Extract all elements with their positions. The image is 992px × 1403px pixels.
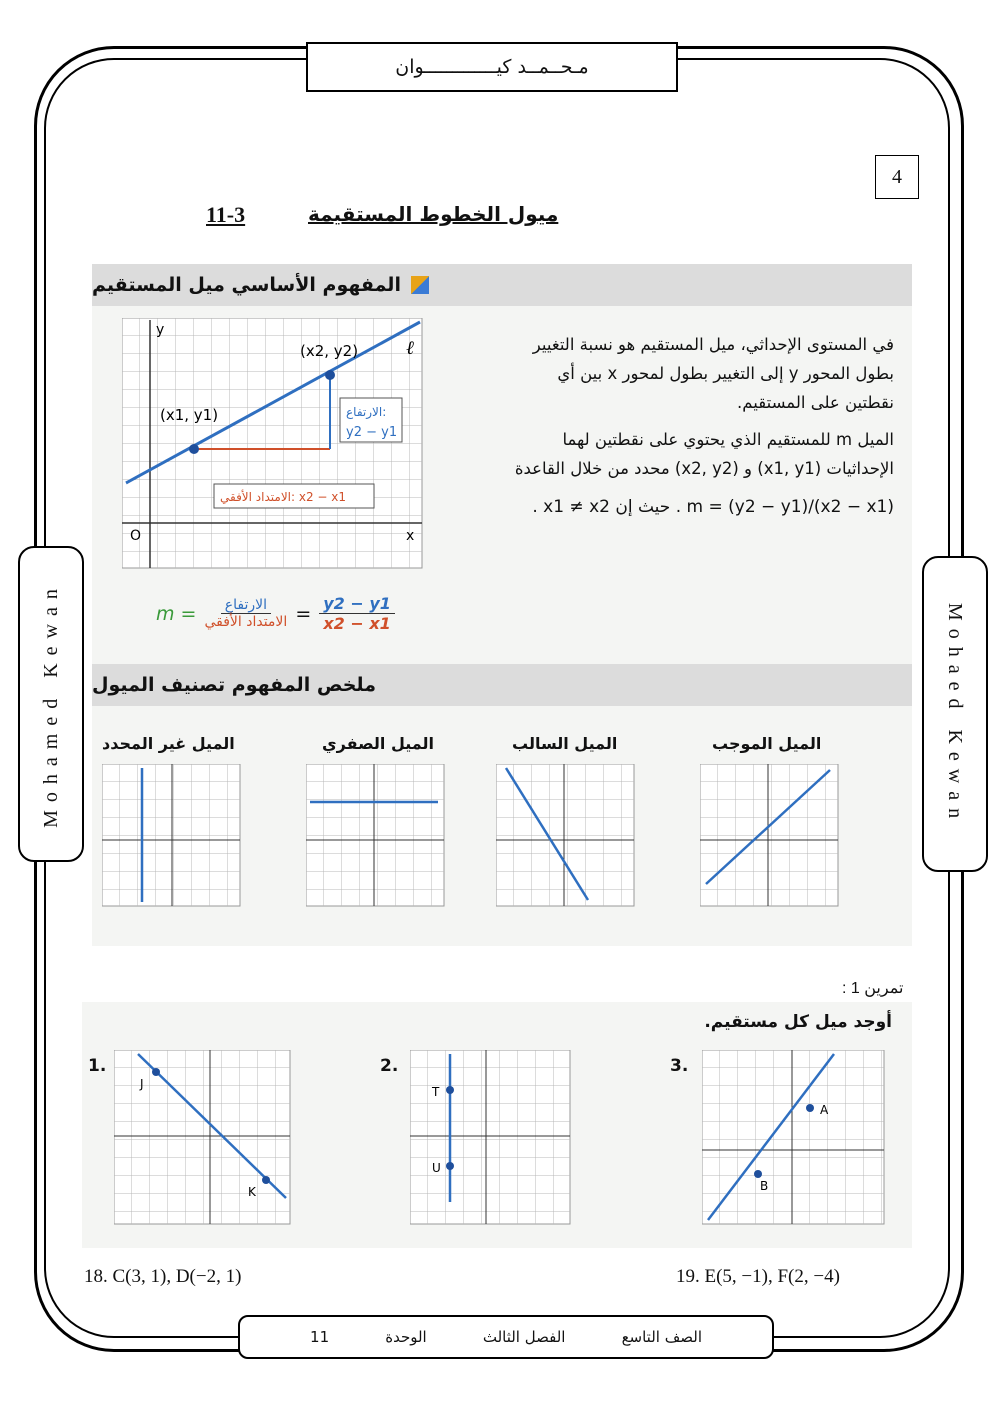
problem-3-graph bbox=[702, 1050, 886, 1226]
definition-para-1: في المستوى الإحداثي، ميل المستقيم هو نسبة التغيير بطول المحور y إلى التغيير بطول لمحور x بين أي نقطتين على المستقيم. bbox=[532, 335, 894, 412]
negative-slope-graph bbox=[496, 764, 636, 908]
point-1 bbox=[189, 444, 199, 454]
point-k-label: K bbox=[248, 1185, 256, 1199]
point-2 bbox=[325, 370, 335, 380]
ratio-m: m = bbox=[156, 602, 197, 625]
problem-1-graph bbox=[114, 1050, 292, 1226]
graph-grid bbox=[122, 318, 422, 568]
left-side-text: Mohamed Kewan bbox=[39, 580, 62, 828]
question-18: 18. C(3, 1), D(−2, 1) bbox=[84, 1266, 242, 1287]
run-label: الامتداد الأفقي: x2 − x1 bbox=[220, 490, 347, 504]
ratio-num: الارتفاع bbox=[221, 597, 271, 614]
ratio-num-2: y2 − y1 bbox=[319, 594, 395, 614]
x-axis-label: x bbox=[406, 528, 415, 544]
definition-text bbox=[512, 330, 894, 522]
point-j-label: J bbox=[140, 1077, 144, 1091]
exercise-panel bbox=[82, 1002, 912, 1248]
definition-para-2: الميل m للمستقيم الذي يحتوي على نقطتين لهما الإحداثيات (x1, y1) و (x2, y2) محدد من خلال القاعدة bbox=[514, 430, 894, 478]
question-19: 19. E(5, −1), F(2, −4) bbox=[676, 1266, 840, 1287]
line-label: ℓ bbox=[406, 337, 414, 359]
point-a-label: A bbox=[820, 1103, 829, 1117]
origin-label: O bbox=[130, 528, 142, 544]
concept-panel bbox=[92, 264, 912, 946]
rise-label: الارتفاع: bbox=[346, 405, 387, 419]
problem-2-graph bbox=[410, 1050, 572, 1226]
right-side-label bbox=[922, 556, 988, 872]
point-2-label: (x2, y2) bbox=[300, 342, 359, 360]
ratio-fraction-1 bbox=[204, 597, 287, 630]
rise-expr: y2 − y1 bbox=[346, 425, 398, 440]
lesson-title: ميول الخطوط المستقيمة bbox=[308, 202, 559, 226]
concept-bar bbox=[92, 264, 912, 306]
footer-chapter: الفصل الثالث bbox=[482, 1328, 566, 1346]
ratio-den: الامتداد الأفقي bbox=[204, 614, 288, 630]
exercise-heading: تمرين 1 : bbox=[842, 980, 904, 997]
problem-2-number: 2. bbox=[380, 1056, 399, 1076]
concept-bar-title: المفهوم الأساسي ميل المستقيم bbox=[92, 274, 401, 296]
zero-slope-graph bbox=[306, 764, 446, 908]
negative-slope-title: الميل السالب bbox=[512, 734, 618, 753]
concept-icon bbox=[411, 276, 429, 294]
footer-unit-label: الوحدة bbox=[385, 1328, 427, 1346]
slope-graph bbox=[122, 318, 432, 574]
lesson-number: 11-3 bbox=[206, 202, 246, 227]
point-1-label: (x1, y1) bbox=[160, 406, 219, 424]
problem-3-number: 3. bbox=[670, 1056, 689, 1076]
footer-grade: الصف التاسع bbox=[621, 1328, 702, 1346]
page-number: 4 bbox=[875, 155, 919, 199]
ratio-formula bbox=[156, 594, 395, 633]
undefined-slope-title: الميل غير المحدد bbox=[102, 734, 235, 753]
positive-slope-title: الميل الموجب bbox=[712, 734, 822, 753]
ratio-equals: = bbox=[295, 602, 312, 625]
right-side-text: Mohaed Kewan bbox=[944, 602, 967, 826]
point-t-label: T bbox=[432, 1085, 440, 1099]
slope-formula: m = (y2 − y1)/(x2 − x1) . حيث إن x1 ≠ x2 . bbox=[532, 497, 894, 517]
zero-slope-title: الميل الصفري bbox=[322, 734, 434, 753]
summary-bar-title: ملخص المفهوم تصنيف الميول bbox=[92, 674, 376, 696]
point-u-label: U bbox=[432, 1161, 441, 1175]
point-b-label: B bbox=[760, 1179, 769, 1193]
footer-bar bbox=[238, 1315, 774, 1359]
positive-slope-graph bbox=[700, 764, 840, 908]
author-name: مـحــمــد كيـــــــــــــوان bbox=[395, 56, 589, 78]
undefined-slope-graph bbox=[102, 764, 242, 908]
problem-1-number: 1. bbox=[88, 1056, 107, 1076]
footer-unit-number: 11 bbox=[310, 1328, 330, 1346]
exercise-instruction: أوجد ميل كل مستقيم. bbox=[704, 1012, 892, 1032]
left-side-label bbox=[18, 546, 84, 862]
y-axis-label: y bbox=[156, 322, 165, 338]
ratio-den-2: x2 − x1 bbox=[323, 614, 391, 633]
ratio-fraction-2 bbox=[319, 594, 395, 633]
author-banner bbox=[306, 42, 678, 92]
summary-bar bbox=[92, 664, 912, 706]
